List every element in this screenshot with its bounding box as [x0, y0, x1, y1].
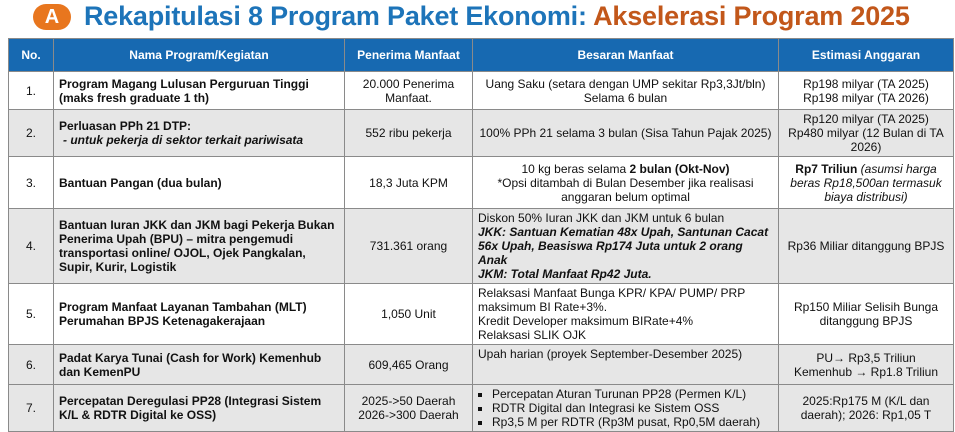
- title-part1: Rekapitulasi 8 Program Paket Ekonomi:: [84, 1, 587, 31]
- row-recipient: 552 ribu pekerja: [345, 110, 473, 157]
- row-recipient: 20.000 Penerima Manfaat.: [345, 72, 473, 110]
- row-budget: [779, 345, 954, 385]
- col-header-recipient: Penerima Manfaat: [345, 39, 473, 72]
- col-header-budget-label: Estimasi Anggaran: [811, 47, 921, 62]
- row-no: 5.: [9, 284, 54, 345]
- row-recipient: [345, 385, 473, 432]
- row-benefit: [473, 284, 779, 345]
- budget-line: PU→ Rp3,5 Triliun: [816, 350, 916, 365]
- row-budget: [779, 110, 954, 157]
- row-recipient: 18,3 Juta KPM: [345, 157, 473, 209]
- row-program-name: Bantuan Pangan (dua bulan): [54, 157, 345, 209]
- row-budget: [779, 72, 954, 110]
- table-header-row: [9, 39, 954, 72]
- benefit-line: JKK: Santuan Kematian 48x Upah, Santunan Cacat 56x Upah, Beasiswa Rp174 Juta untuk 2 orang Anak: [478, 225, 769, 267]
- benefit-line: Kredit Developer maksimum BIRate+4%: [478, 314, 694, 328]
- budget-line: Kemenhub → Rp1.8 Triliun: [793, 364, 939, 379]
- table-row: [9, 385, 954, 432]
- benefit-list-item: ▪ RDTR Digital dan Integrasi ke Sistem OSS: [492, 401, 773, 415]
- col-header-name: Nama Program/Kegiatan: [54, 39, 345, 72]
- row-benefit: [473, 385, 779, 432]
- row-program-name: Program Magang Lulusan Perguruan Tinggi (maks fresh graduate 1 th): [54, 72, 345, 110]
- col-header-no: No.: [9, 39, 54, 72]
- benefit-line: Relaksasi SLIK OJK: [478, 328, 587, 342]
- benefit-list: [478, 387, 773, 429]
- row-no: 4.: [9, 209, 54, 284]
- budget-line: Rp120 milyar (TA 2025): [803, 112, 929, 126]
- table-row: [9, 157, 954, 209]
- row-no: 6.: [9, 345, 54, 385]
- row-budget: Rp150 Miliar Selisih Bunga ditanggung BPJS: [779, 284, 954, 345]
- row-program-name: Bantuan Iuran JKK dan JKM bagi Pekerja Bukan Penerima Upah (BPU) – mitra pengemudi transportasi online/ OJOL, Ojek Pangkalan, Supir, Kurir, Logistik: [54, 209, 345, 284]
- benefit-list-item: ▪ Rp3,5 M per RDTR (Rp3M pusat, Rp0,5M daerah): [492, 415, 773, 429]
- row-recipient: 1,050 Unit: [345, 284, 473, 345]
- section-badge: A: [33, 4, 71, 30]
- benefit-text: 10 kg beras selama: [521, 161, 630, 176]
- row-no: 2.: [9, 110, 54, 157]
- benefit-note: *Opsi ditambah di Bulan Desember jika realisasi anggaran belum optimal: [497, 175, 754, 204]
- budget-note: (asumsi harga beras Rp18,500an termasuk biaya distribusi): [790, 161, 942, 204]
- row-program-name: Percepatan Deregulasi PP28 (Integrasi Sistem K/L & RDTR Digital ke OSS): [54, 385, 345, 432]
- table-row: [9, 209, 954, 284]
- row-program-name: Padat Karya Tunai (Cash for Work) Kemenhub dan KemenPU: [54, 345, 345, 385]
- budget-line: Rp198 milyar (TA 2025): [803, 76, 929, 91]
- row-benefit: [473, 209, 779, 284]
- page-title: [84, 1, 910, 32]
- header: [0, 0, 955, 38]
- program-table: [8, 38, 954, 432]
- table-row: [9, 345, 954, 385]
- benefit-bold-text: 2 bulan (Okt-Nov): [629, 161, 730, 176]
- table-row: [9, 284, 954, 345]
- row-recipient: 731.361 orang: [345, 209, 473, 284]
- title-part2: Akselerasi Program 2025: [593, 1, 910, 31]
- col-header-benefit: Besaran Manfaat: [473, 39, 779, 72]
- row-benefit: 100% PPh 21 selama 3 bulan (Sisa Tahun Pajak 2025): [473, 110, 779, 157]
- row-program-name: Program Manfaat Layanan Tambahan (MLT) Perumahan BPJS Ketenagakerajaan: [54, 284, 345, 345]
- row-no: 3.: [9, 157, 54, 209]
- row-budget: Rp36 Miliar ditanggung BPJS: [779, 209, 954, 284]
- recipient-line: 2026->300 Daerah: [358, 408, 459, 422]
- budget-line: Rp480 milyar (12 Bulan di TA 2026): [788, 126, 944, 154]
- row-benefit: Uang Saku (setara dengan UMP sekitar Rp3,3Jt/bln) Selama 6 bulan: [473, 72, 779, 110]
- row-recipient: 609,465 Orang: [345, 345, 473, 385]
- benefit-line: [478, 162, 773, 176]
- budget-line: Rp198 milyar (TA 2026): [803, 90, 929, 105]
- budget-bold: Rp7 Triliun: [795, 161, 858, 176]
- row-budget: 2025:Rp175 M (K/L dan daerah); 2026: Rp1,05 T: [779, 385, 954, 432]
- row-program-name: [54, 110, 345, 157]
- row-benefit: [473, 157, 779, 209]
- row-benefit: Upah harian (proyek September-Desember 2025): [473, 345, 779, 385]
- program-name-main: Perluasan PPh 21 DTP:: [59, 119, 192, 133]
- row-no: 7.: [9, 385, 54, 432]
- row-budget: [779, 157, 954, 209]
- benefit-line: Diskon 50% Iuran JKK dan JKM untuk 6 bulan: [478, 211, 725, 225]
- benefit-list-item: ▪ Percepatan Aturan Turunan PP28 (Permen K/L): [492, 387, 773, 401]
- table-row: [9, 72, 954, 110]
- program-name-sub: - untuk pekerja di sektor terkait pariwisata: [63, 133, 304, 147]
- recipient-line: 2025->50 Daerah: [361, 394, 456, 408]
- table-row: [9, 110, 954, 157]
- col-header-budget: [779, 39, 954, 72]
- benefit-line: JKM: Total Manfaat Rp42 Juta.: [478, 267, 652, 281]
- benefit-line: Relaksasi Manfaat Bunga KPR/ KPA/ PUMP/ PRP maksimum BI Rate+3%.: [478, 286, 746, 314]
- row-no: 1.: [9, 72, 54, 110]
